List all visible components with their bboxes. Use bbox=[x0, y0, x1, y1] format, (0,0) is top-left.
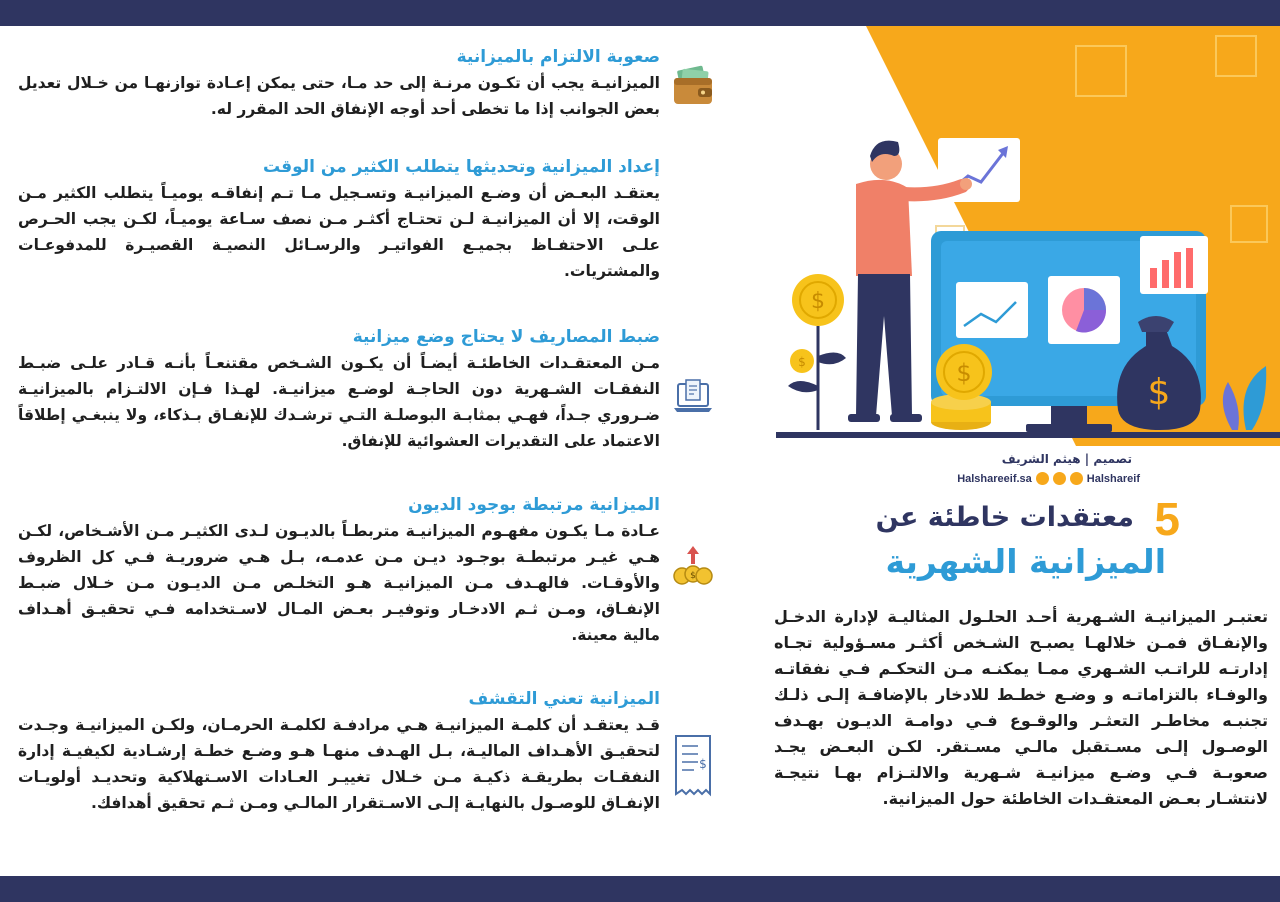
section-body: يعتقـد البعـض أن وضـع الميزانيـة وتسـجيل مـا تـم إنفاقـه يوميـاً يتطلب الكثير مـن الوقت، إلا أن الميزانيـة لـن تحتـاج أكثـر مـن نصف سـاعة يوميـاً، لكـن يجب الحـرص علـى الاحتفـاظ بجميـع الفواتيـر والرسـائل النصيـة القصيـرة للمدفوعـات والمشتريات. bbox=[18, 184, 660, 280]
section-heading: إعداد الميزانية وتحديثها يتطلب الكثير من الوقت bbox=[262, 157, 660, 177]
social-handles bbox=[957, 472, 1140, 485]
section-3 bbox=[18, 324, 660, 454]
bottom-bar bbox=[0, 876, 1280, 902]
section-body: عـادة مـا يكـون مفهـوم الميزانيـة متربطـاً بالديـون لـدى الكثيـر مـن الأشـخاص، لكـن هـي غيـر مرتبطـة بوجـود ديـن مـن عدمـه، بـل هـي ضروريـة فـي كل الظروف والأوقـات. فالهـدف مـن الميزانيـة هـو التخلـص مـن الديـون مـن خـلال ضبـط الإنفـاق، ومـن ثـم الادخـار وتوفيـر بعـض المـال لاسـتخدامه فـي تحقيـق أهـداف مالية معينة. bbox=[18, 522, 660, 644]
section-heading: ضبط المصاريف لا يحتاج وضع ميزانية bbox=[352, 327, 660, 347]
svg-text:$: $ bbox=[1147, 372, 1171, 413]
svg-text:$: $ bbox=[956, 359, 972, 387]
social-handle-secondary: Halshareif bbox=[1086, 472, 1140, 485]
coins-growth-icon bbox=[668, 542, 718, 592]
wallet-icon bbox=[668, 62, 718, 112]
section-body: قـد يعتقـد أن كلمـة الميزانيـة هـي مرادفـة لكلمـة الحرمـان، ولكـن الميزانيـة وجـدت لتحقيـق الأهـداف الماليـة، بـل الهـدف منهـا هـو وضـع خطـة إرشـادية لكيفيـة إدارة النفقـات بطريقـة ذكيـة مـن خـلال تغييـر العـادات الاسـتهلاكية وتحديـد أولويـات الإنفـاق للوصـول بالنهايـة إلـى الاسـتقرار المالـي ومـن ثـم تحقيق أهدافك. bbox=[18, 716, 660, 812]
laptop-invoice-icon bbox=[668, 374, 718, 424]
social-handle-primary: Halshareeif.sa bbox=[957, 472, 1032, 485]
section-2 bbox=[18, 154, 660, 284]
design-credit: تصميم | هيثم الشريف bbox=[1001, 452, 1132, 466]
section-heading: الميزانية مرتبطة بوجود الديون bbox=[408, 495, 660, 515]
section-4 bbox=[18, 492, 660, 648]
svg-text:$: $ bbox=[690, 571, 696, 581]
section-body: الميزانيـة يجب أن تكـون مرنـة إلى حد مـا، حتى يمكن إعـادة توازنهـا من خـلال تعديل بعض الجوانب إذا ما تخطى أحد أوجه الإنفاق الحد المقرر له. bbox=[18, 74, 660, 118]
section-heading: صعوبة الالتزام بالميزانية bbox=[456, 47, 660, 67]
instagram-icon bbox=[1053, 472, 1066, 485]
svg-text:$: $ bbox=[798, 355, 806, 369]
section-heading: الميزانية تعني التقشف bbox=[468, 689, 660, 709]
title-number: 5 bbox=[1154, 493, 1180, 545]
top-bar bbox=[0, 0, 1280, 26]
hero-illustration bbox=[776, 26, 1280, 446]
section-1 bbox=[18, 44, 660, 122]
snapchat-icon bbox=[1070, 472, 1083, 485]
receipt-icon bbox=[668, 732, 718, 802]
svg-text:$: $ bbox=[699, 757, 707, 771]
twitter-icon bbox=[1036, 472, 1049, 485]
intro-paragraph: تعتبـر الميزانيـة الشـهرية أحـد الحلـول المثاليـة لإدارة الدخـل والإنفـاق فمـن خلالهـا يصبـح الشـخص أكثـر مسـؤولية تجـاه إدارتـه للراتـب الشـهري ممـا يمكنـه مـن التحكـم فـي نفقاتـه والوفـاء بالتزاماتـه و وضـع خطـط للادخار بالإضافـة إلـى ذلـك تجنبـه مخاطـر التعثـر والوقـوع فـي دوامـة الديـون بهـدف الوصـول إلـى مسـتقبل مالـي مسـتقر. لكـن البعـض يجـد صعوبـة فـي وضـع ميزانيـة شـهرية والالتـزام بهـا نتيجـة لانتشـار بعـض المعتقـدات الخاطئة حول الميزانية. bbox=[774, 607, 1268, 808]
title-line-1: معتقدات خاطئة عن bbox=[875, 502, 1134, 533]
myths-column bbox=[18, 40, 660, 870]
page-title bbox=[860, 492, 1180, 592]
title-line-2: الميزانية الشهرية bbox=[885, 542, 1166, 581]
section-body: مـن المعتقـدات الخاطئـة أيضـاً أن يكـون الشـخص مقتنعـاً بأنـه قـادر علـى ضبـط النفقـات الشـهرية دون الحاجـة لوضـع ميزانيـة. لهـذا فـإن الالتـزام بالميزانيـة ضـروري جـداً، فهـي بمثابـة البوصلـة التـي ترشـدك للإنفـاق بـذكاء، ولا ينبغـي إطلاقاً الاعتماد على التقديرات العشوائية للإنفاق. bbox=[18, 354, 660, 450]
section-5 bbox=[18, 686, 660, 816]
svg-text:$: $ bbox=[811, 289, 825, 314]
